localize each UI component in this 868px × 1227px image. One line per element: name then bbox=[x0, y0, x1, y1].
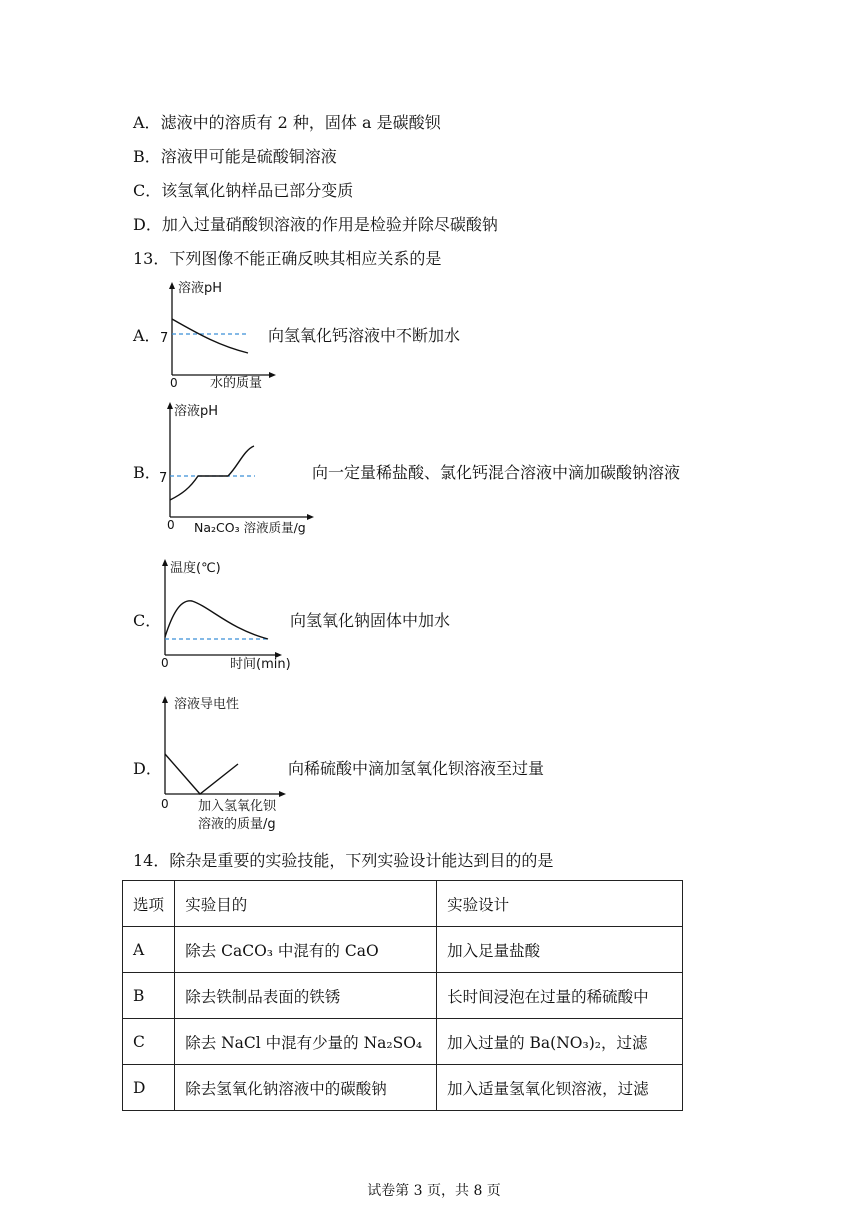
graph-d-origin: 0 bbox=[161, 797, 169, 811]
table-cell: A bbox=[123, 927, 175, 973]
table-cell: C bbox=[123, 1019, 175, 1065]
q12-option-b: B．溶液甲可能是硫酸铜溶液 bbox=[133, 147, 337, 166]
q12-option-a: A．滤液中的溶质有 2 种，固体 a 是碳酸钡 bbox=[133, 113, 441, 132]
table-header-row bbox=[123, 881, 683, 927]
graph-b-xlabel: Na₂CO₃ 溶液质量/g bbox=[194, 520, 306, 535]
q13-option-c-label: C． bbox=[133, 611, 162, 630]
graph-d-xlabel-line2: 溶液的质量/g bbox=[198, 817, 276, 832]
graph-b-ref: 7 bbox=[159, 471, 168, 486]
page-footer: 试卷第 3 页，共 8 页 bbox=[367, 1183, 501, 1199]
table-header: 实验设计 bbox=[437, 881, 683, 927]
q13-option-a-desc: 向氢氧化钙溶液中不断加水 bbox=[268, 326, 461, 345]
graph-c-origin: 0 bbox=[161, 656, 169, 670]
table-cell: 长时间浸泡在过量的稀硫酸中 bbox=[437, 973, 683, 1019]
table-header: 实验目的 bbox=[175, 881, 437, 927]
q13-option-c-desc: 向氢氧化钠固体中加水 bbox=[290, 611, 451, 630]
table-cell: 加入适量氢氧化钡溶液，过滤 bbox=[437, 1065, 683, 1111]
q14-stem: 14．除杂是重要的实验技能，下列实验设计能达到目的的是 bbox=[133, 851, 554, 870]
q13-option-d-label: D． bbox=[133, 759, 162, 778]
graph-c-xlabel: 时间(min) bbox=[230, 657, 291, 672]
q13-graph-d bbox=[150, 692, 310, 837]
graph-a-ref: 7 bbox=[160, 331, 169, 346]
q12-option-c: C．该氢氧化钠样品已部分变质 bbox=[133, 181, 354, 200]
table-row bbox=[123, 973, 683, 1019]
q13-graph-a bbox=[150, 280, 280, 390]
graph-c-ylabel: 温度(℃) bbox=[170, 561, 221, 576]
q13-option-d-desc: 向稀硫酸中滴加氢氧化钡溶液至过量 bbox=[288, 759, 545, 778]
table-row bbox=[123, 1065, 683, 1111]
q13-graph-b bbox=[150, 400, 330, 540]
graph-a-ylabel: 溶液pH bbox=[178, 281, 223, 296]
q13-graph-c bbox=[150, 557, 300, 677]
q12-option-d: D．加入过量硝酸钡溶液的作用是检验并除尽碳酸钠 bbox=[133, 215, 498, 234]
graph-d-xlabel-line1: 加入氢氧化钡 bbox=[198, 799, 277, 814]
graph-b-origin: 0 bbox=[167, 518, 175, 532]
table-row bbox=[123, 927, 683, 973]
table-header: 选项 bbox=[123, 881, 175, 927]
graph-a-origin: 0 bbox=[170, 376, 178, 390]
table-cell: 除去 NaCl 中混有少量的 Na₂SO₄ bbox=[175, 1019, 437, 1065]
graph-a-xlabel: 水的质量 bbox=[210, 376, 263, 391]
q14-table bbox=[122, 880, 683, 1111]
table-cell: 加入过量的 Ba(NO₃)₂，过滤 bbox=[437, 1019, 683, 1065]
table-cell: D bbox=[123, 1065, 175, 1111]
graph-d-ylabel: 溶液导电性 bbox=[174, 697, 240, 712]
q13-option-a-label: A． bbox=[133, 326, 161, 345]
q13-option-b-desc: 向一定量稀盐酸、氯化钙混合溶液中滴加碳酸钠溶液 bbox=[312, 463, 681, 482]
graph-b-ylabel: 溶液pH bbox=[174, 404, 219, 419]
table-cell: 除去 CaCO₃ 中混有的 CaO bbox=[175, 927, 437, 973]
q13-option-b-label: B． bbox=[133, 463, 161, 482]
table-cell: 除去铁制品表面的铁锈 bbox=[175, 973, 437, 1019]
table-cell: 除去氢氧化钠溶液中的碳酸钠 bbox=[175, 1065, 437, 1111]
table-cell: 加入足量盐酸 bbox=[437, 927, 683, 973]
table-row bbox=[123, 1019, 683, 1065]
table-cell: B bbox=[123, 973, 175, 1019]
q13-stem: 13．下列图像不能正确反映其相应关系的是 bbox=[133, 249, 442, 268]
